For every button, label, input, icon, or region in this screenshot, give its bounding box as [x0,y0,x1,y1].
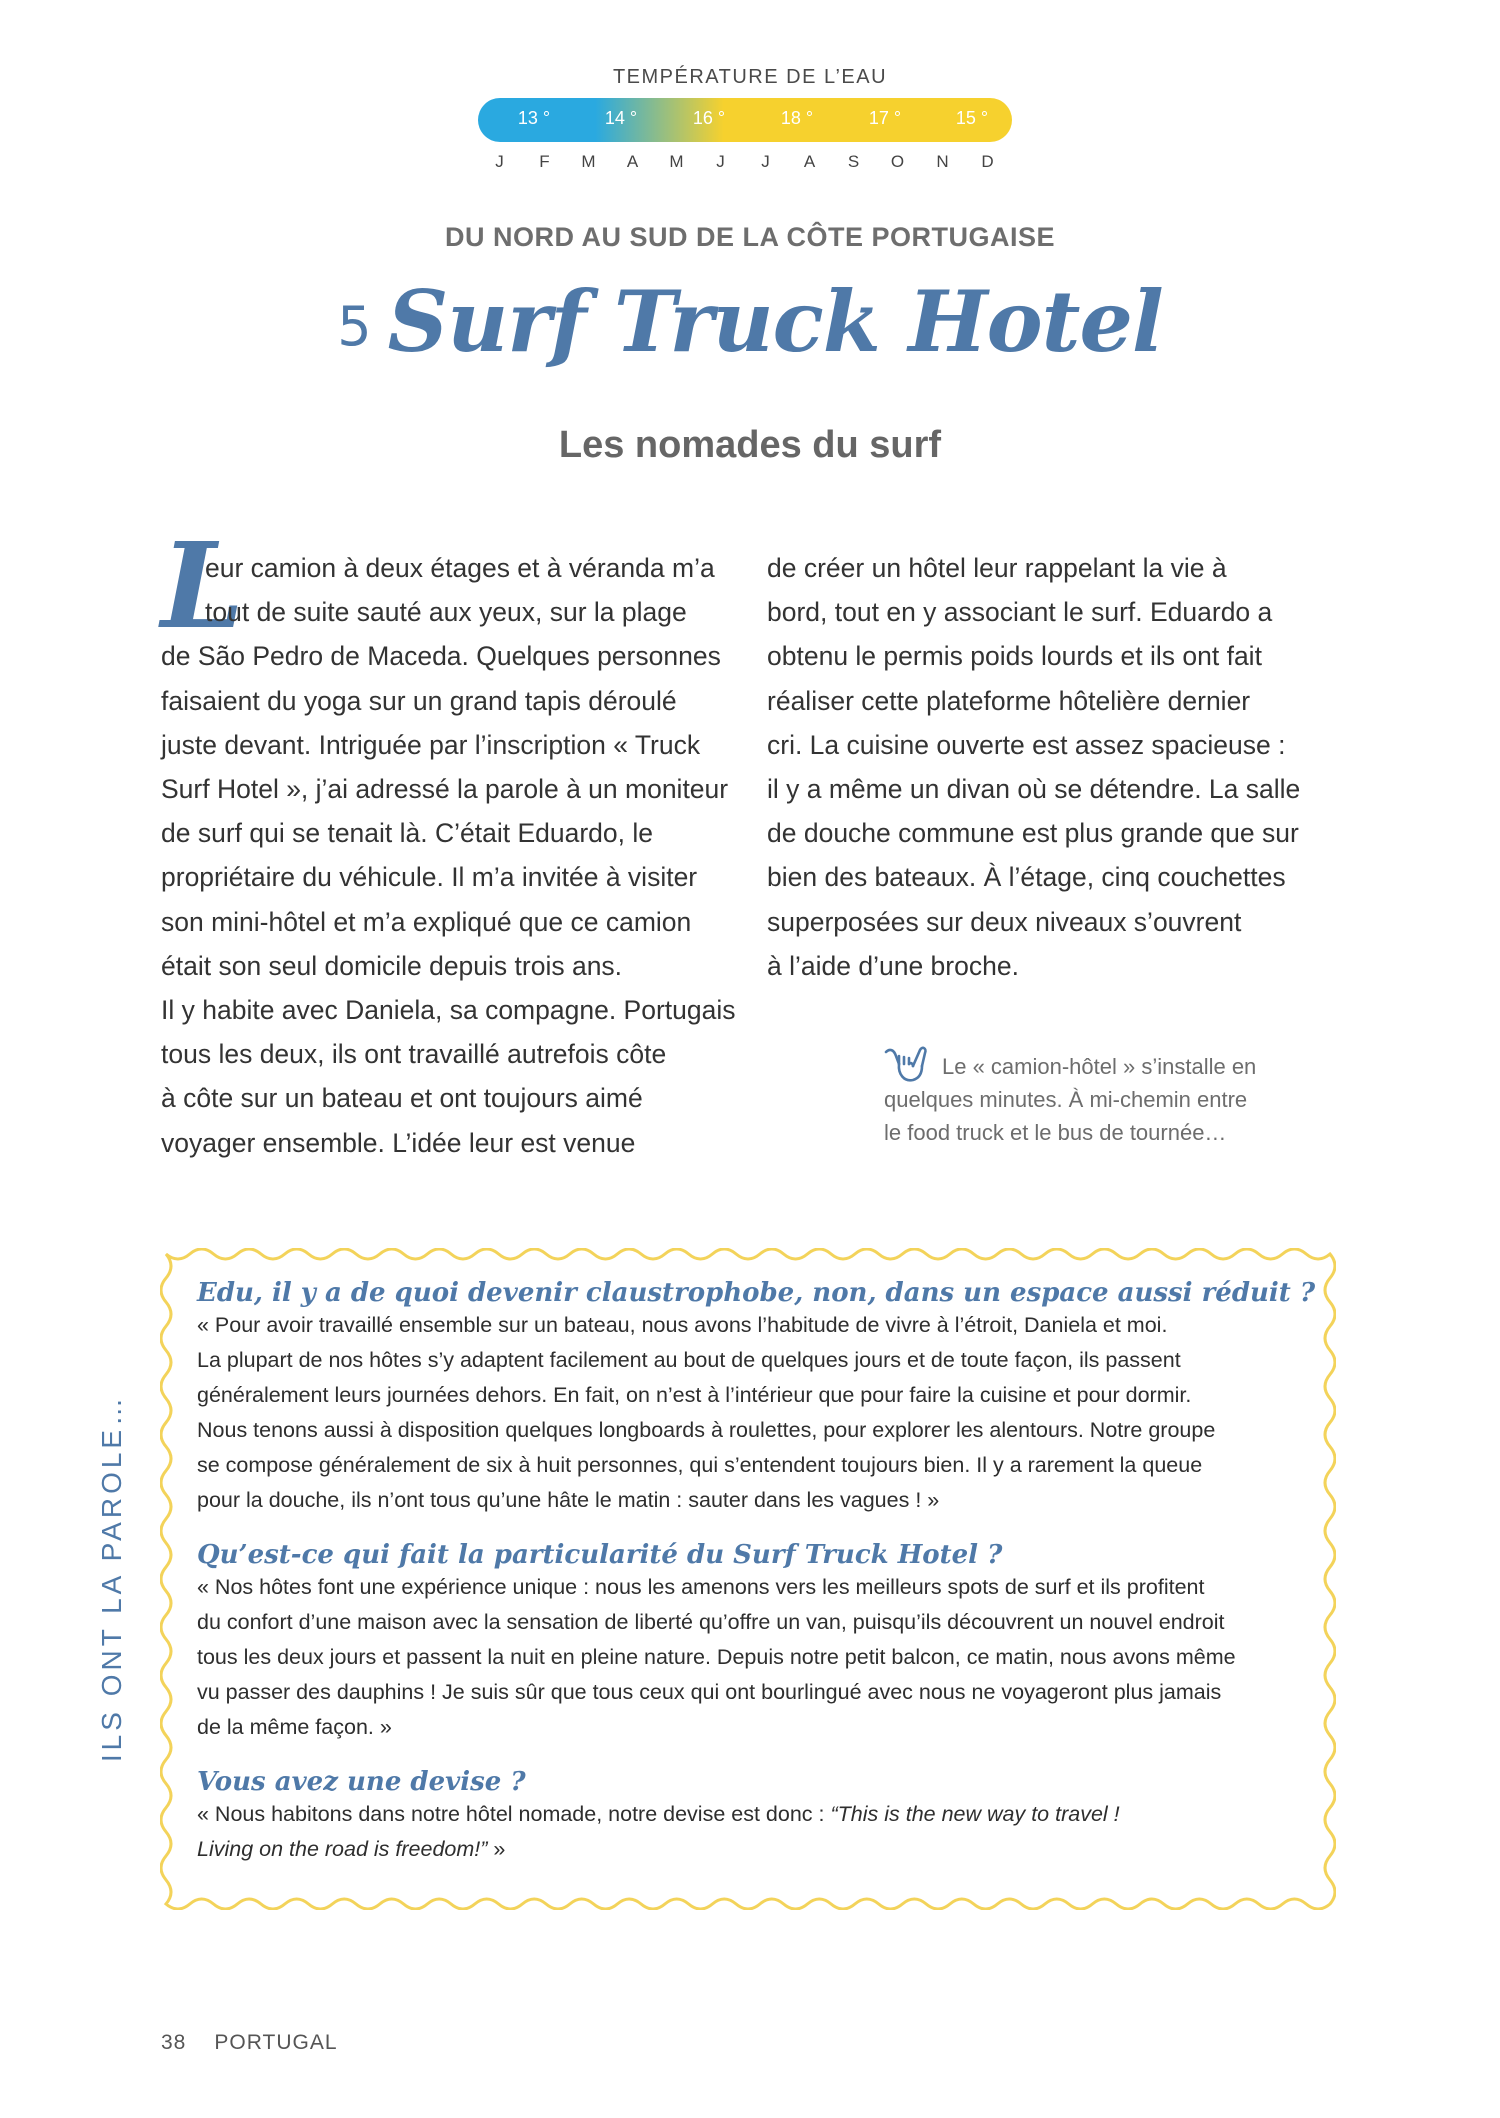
article-line: bord, tout en y associant le surf. Eduardo a [767,597,1273,628]
article-line: de créer un hôtel leur rappelant la vie à [767,553,1227,583]
month-label: J [495,152,505,171]
motto-quote-part-1: “This is the new way to travel ! [830,1802,1120,1826]
article-line: à côte sur un bateau et ont toujours aimé [161,1083,643,1114]
month-label: J [761,152,771,171]
interview-side-label: ILS ONT LA PAROLE… [96,1393,127,1763]
interview-question: Qu’est-ce qui fait la particularité du Surf Truck Hotel ? [197,1540,1003,1570]
article-column-2 [767,546,1342,988]
photo-caption [884,1050,1354,1149]
interview-answer [197,1797,1297,1867]
article-line: de douche commune est plus grande que sur [767,818,1299,849]
water-temperature-bar [478,98,1012,142]
page-title [0,272,1500,371]
page-footer [161,2031,338,2055]
article-line: Surf Hotel », j’ai adressé la parole à un moniteur [161,774,729,805]
temp-value-jul-aug: 18 ° [780,108,814,128]
motto-quote-part-2: Living on the road is freedom!” [197,1837,488,1861]
article-line: de São Pedro de Maceda. Quelques personnes [161,641,721,672]
article-line: tout de suite sauté aux yeux, sur la plage [205,597,687,628]
article-line: eur camion à deux étages et à véranda m’a [205,553,715,583]
month-label: D [981,152,995,171]
article-line: cri. La cuisine ouverte est assez spacieuse : [767,729,1286,760]
answer-prefix: « Nous habitons dans notre hôtel nomade, notre devise est donc : [197,1802,831,1826]
answer-line: tous les deux jours et passent la nuit en pleine nature. Depuis notre petit balcon, ce matin, nous avons même [197,1645,1236,1669]
month-label: F [539,152,551,171]
article-line: tous les deux, ils ont travaillé autrefois côte [161,1039,667,1070]
shaka-hand-icon [880,1042,932,1088]
article-line: obtenu le permis poids lourds et ils ont fait [767,641,1262,672]
answer-line: La plupart de nos hôtes s’y adaptent facilement au bout de quelques jours et de toute façon, ils passent [197,1348,1181,1372]
answer-line: se compose généralement de six à huit personnes, qui s’entendent toujours bien. Il y a rarement la queue [197,1453,1203,1477]
month-label: J [716,152,726,171]
month-label: A [803,152,817,171]
title-text: Surf Truck Hotel [387,272,1163,371]
article-line: était son seul domicile depuis trois ans. [161,950,623,981]
page-subtitle: Les nomades du surf [558,424,942,466]
answer-line: vu passer des dauphins ! Je suis sûr que tous ceux qui ont bourlingué avec nous ne voyageront plus jamais [197,1680,1222,1704]
caption-line: quelques minutes. À mi-chemin entre [884,1087,1248,1112]
interview-item-3 [197,1767,1297,1867]
month-label: M [669,152,685,171]
article-line: réaliser cette plateforme hôtelière dernier [767,685,1251,716]
article-line: bien des bateaux. À l’étage, cinq couchettes [767,862,1286,893]
answer-line [197,1832,1297,1867]
article-line: superposées sur deux niveaux s’ouvrent [767,906,1242,937]
drop-cap: L [161,516,244,655]
interview-question: Edu, il y a de quoi devenir claustrophobe, non, dans un espace aussi réduit ? [197,1278,1316,1308]
footer-section: PORTUGAL [214,2031,338,2054]
answer-line: « Pour avoir travaillé ensemble sur un bateau, nous avons l’habitude de vivre à l’étroit, Daniela et moi. [197,1313,1168,1337]
month-label: A [626,152,640,171]
month-label: M [581,152,597,171]
month-label: O [890,152,906,171]
caption-line: Le « camion-hôtel » s’installe en [942,1054,1257,1079]
article-line: Il y habite avec Daniela, sa compagne. Portugais [161,995,736,1026]
caption-line: le food truck et le bus de tournée… [884,1120,1227,1145]
title-number: 5 [337,295,372,358]
temp-value-may-jun: 16 ° [692,108,726,128]
answer-line: du confort d’une maison avec la sensation de liberté qu’offre un van, puisqu’ils découvrent un nouvel endroit [197,1610,1225,1634]
water-temperature-title: TEMPÉRATURE DE L’EAU [612,66,888,88]
month-label: S [847,152,861,171]
answer-line: Nous tenons aussi à disposition quelques longboards à roulettes, pour explorer les alentours. Notre groupe [197,1418,1216,1442]
answer-line: de la même façon. » [197,1715,392,1739]
answer-line: pour la douche, ils n’ont tous qu’une hâte le matin : sauter dans les vagues ! » [197,1488,940,1512]
interview-item-2 [197,1540,1297,1745]
interview-item-1 [197,1278,1316,1518]
article-line: propriétaire du véhicule. Il m’a invitée à visiter [161,862,698,893]
temp-value-jan-feb: 13 ° [517,108,551,128]
article-line: faisaient du yoga sur un grand tapis déroulé [161,685,677,716]
interview-answer [197,1570,1297,1745]
article-line: de surf qui se tenait là. C’était Eduardo, le [161,818,654,849]
month-label: N [936,152,950,171]
page-number: 38 [161,2031,187,2054]
article-line: à l’aide d’une broche. [767,950,1019,981]
answer-suffix: » [487,1837,506,1861]
interview-question: Vous avez une devise ? [197,1767,526,1797]
interview-answer [197,1308,1297,1518]
article-line: son mini-hôtel et m’a expliqué que ce camion [161,906,692,937]
temp-value-mar-apr: 14 ° [604,108,638,128]
article-column-1 [161,546,736,1165]
temp-value-sep-oct: 17 ° [868,108,902,128]
answer-line: « Nos hôtes font une expérience unique : nous les amenons vers les meilleurs spots de surf et ils profitent [197,1575,1205,1599]
answer-line [197,1797,1297,1832]
article-line: il y a même un divan où se détendre. La salle [767,774,1301,805]
answer-line: généralement leurs journées dehors. En fait, on n’est à l’intérieur que pour faire la cuisine et pour dormir. [197,1383,1192,1407]
section-kicker: DU NORD AU SUD DE LA CÔTE PORTUGAISE [444,222,1056,252]
article-line: voyager ensemble. L’idée leur est venue [161,1127,636,1158]
article-line: juste devant. Intriguée par l’inscription « Truck [161,729,701,760]
temp-value-nov-dec: 15 ° [955,108,989,128]
